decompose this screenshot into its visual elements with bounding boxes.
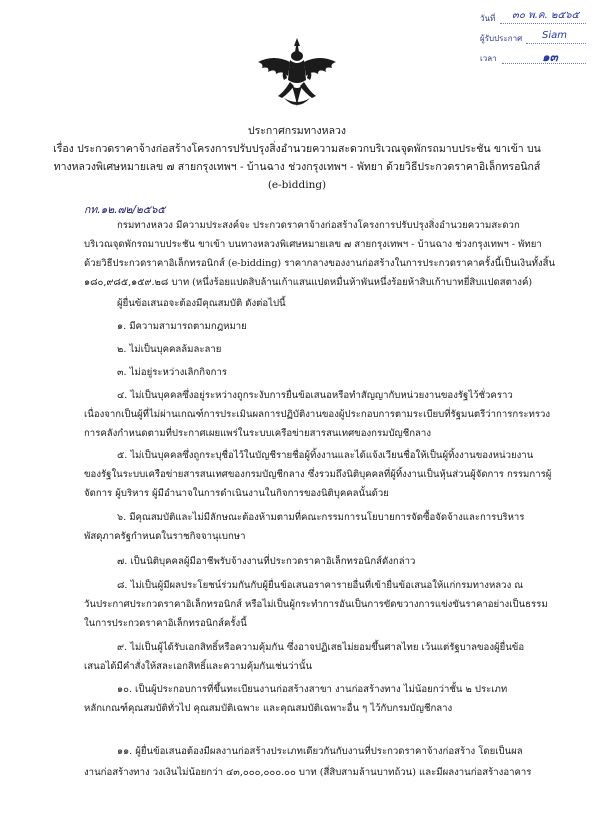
- reference-number: กท.๑๒.๗๒/๒๕๖๕: [84, 204, 166, 216]
- receipt-stamp: [478, 4, 590, 66]
- announcement-org: ประกาศกรมทางหลวง: [247, 125, 347, 137]
- body-line: การคลังกำหนดตามที่ประกาศเผยแพร่ในระบบเครือข่ายสารสนเทศของกรมบัญชีกลาง: [84, 428, 432, 439]
- body-line: ๙. ไม่เป็นผู้ได้รับเอกสิทธิ์หรือความคุ้มกัน ซึ่งอาจปฏิเสธไม่ยอมขึ้นศาลไทย เว้นแต่รัฐบาลของผู้ยื่นข้อ: [117, 642, 525, 653]
- body-line: ๑. มีความสามารถตามกฎหมาย: [117, 321, 247, 332]
- body-line: ๕. ไม่เป็นบุคคลซึ่งถูกระบุชื่อไว้ในบัญชีรายชื่อผู้ทิ้งงานและได้แจ้งเวียนชื่อให้เป็นผู้ทิ้งงานของหน่วยงาน: [117, 450, 534, 461]
- body-line: ด้วยวิธีประกวดราคาอิเล็กทรอนิกส์ (e-bidding) ราคากลางของงานก่อสร้างในการประกวดราคาครั้งนี้เป็นเงินทั้งสิ้น: [84, 258, 556, 269]
- body-line: วันประกาศประกวดราคาอิเล็กทรอนิกส์ หรือไม่เป็นผู้กระทำการอันเป็นการขัดขวางการแข่งขันราคาอย่างเป็นธรรม: [84, 599, 548, 610]
- body-line: พัสดุภาครัฐกำหนดในราชกิจจานุเบกษา: [84, 531, 246, 542]
- body-line: ๓. ไม่อยู่ระหว่างเลิกกิจการ: [117, 367, 228, 378]
- body-line: ๑๘๐,๙๘๕,๑๕๙.๒๘ บาท (หนึ่งร้อยแปดสิบล้านเก้าแสนแปดหมื่นห้าพันหนึ่งร้อยห้าสิบเก้าบาทยี่สิบแปดสตางค์): [84, 277, 533, 288]
- subject-line-2: ทางหลวงพิเศษหมายเลข ๗ สายกรุงเทพฯ - บ้านฉาง ช่วงกรุงเทพฯ - พัทยา ด้วยวิธีประกวดราคาอิเล็กทรอนิกส์: [53, 161, 541, 173]
- body-line: ๑๑. ผู้ยื่นข้อเสนอต้องมีผลงานก่อสร้างประเภทเดียวกันกับงานที่ประกวดราคาจ้างก่อสร้าง โดยเป็นผล: [117, 746, 523, 757]
- stamp-time-value: ๑๓: [542, 50, 558, 64]
- stamp-date-label: วันที่: [480, 14, 496, 23]
- body-line: บริเวณจุดพักรถมาบประชัน ขาเข้า บนทางหลวงพิเศษหมายเลข ๗ สายกรุงเทพฯ - บ้านฉาง ช่วงกรุงเทพฯ - พัทยา: [84, 239, 542, 250]
- body-line: ในการประกวดราคาอิเล็กทรอนิกส์ครั้งนี้: [84, 618, 247, 629]
- body-line: เนื่องจากเป็นผู้ที่ไม่ผ่านเกณฑ์การประเมินผลการปฏิบัติงานของผู้ประกอบการตามระเบียบที่รัฐมนตรีว่าการกระทรวง: [84, 409, 551, 420]
- subject-line-1: เรื่อง ประกวดราคาจ้างก่อสร้างโครงการปรับปรุงสิ่งอำนวยความสะดวกบริเวณจุดพักรถมาบประชัน ขาเข้า บน: [53, 143, 541, 155]
- body-line: จัดการ ผู้บริหาร ผู้มีอำนาจในการดำเนินงานในกิจการของนิติบุคคลนั้นด้วย: [84, 488, 389, 499]
- body-line: ๖. มีคุณสมบัติและไม่มีลักษณะต้องห้ามตามที่คณะกรรมการนโยบายการจัดซื้อจัดจ้างและการบริหาร: [117, 512, 525, 523]
- stamp-date-value: ๓๐ พ.ค. ๒๕๖๕: [512, 10, 580, 21]
- body-line: หลักเกณฑ์คุณสมบัติทั่วไป คุณสมบัติเฉพาะ และคุณสมบัติเฉพาะอื่น ๆ ไว้กับกรมบัญชีกลาง: [84, 703, 453, 714]
- body-line: ๗. เป็นนิติบุคคลผู้มีอาชีพรับจ้างงานที่ประกวดราคาอิเล็กทรอนิกส์ดังกล่าว: [117, 556, 416, 567]
- body-line: ๔. ไม่เป็นบุคคลซึ่งอยู่ระหว่างถูกระงับการยื่นข้อเสนอหรือทำสัญญากับหน่วยงานของรัฐไว้ชั่วคราว: [117, 390, 513, 401]
- body-line: ๘. ไม่เป็นผู้มีผลประโยชน์ร่วมกันกับผู้ยื่นข้อเสนอราคารายอื่นที่เข้ายื่นข้อเสนอให้แก่กรมทางหลวง ณ: [117, 580, 524, 591]
- body-line: กรมทางหลวง มีความประสงค์จะ ประกวดราคาจ้างก่อสร้างโครงการปรับปรุงสิ่งอำนวยความสะดวก: [117, 220, 520, 231]
- stamp-receiver-signature: Siam: [542, 30, 567, 41]
- body-line: เสนอได้มีคำสั่งให้สละเอกสิทธิ์และความคุ้มกันเช่นว่านั้น: [84, 661, 313, 672]
- body-line: ผู้ยื่นข้อเสนอจะต้องมีคุณสมบัติ ดังต่อไปนี้: [117, 298, 286, 309]
- stamp-receiver-label: ผู้รับประกาศ: [480, 34, 523, 43]
- subject-line-3: (e-bidding): [267, 179, 327, 191]
- body-line: ๒. ไม่เป็นบุคคลล้มละลาย: [117, 344, 222, 355]
- garuda-emblem-icon: [254, 36, 340, 114]
- body-line: ของรัฐในระบบเครือข่ายสารสนเทศของกรมบัญชีกลาง ซึ่งรวมถึงนิติบุคคลที่ผู้ทิ้งงานเป็นหุ้นส่วนผู้จัดการ กรรมการผู้: [84, 469, 552, 480]
- body-line: งานก่อสร้างทาง วงเงินไม่น้อยกว่า ๔๓,๐๐๐,๐๐๐.๐๐ บาท (สี่สิบสามล้านบาทถ้วน) และมีผลงานก่อสร้างอาคาร: [84, 767, 532, 778]
- stamp-time-label: เวลา: [480, 54, 497, 63]
- body-line: ๑๐. เป็นผู้ประกอบการที่ขึ้นทะเบียนงานก่อสร้างสาขา งานก่อสร้างทาง ไม่น้อยกว่าชั้น ๒ ประเภท: [117, 684, 508, 695]
